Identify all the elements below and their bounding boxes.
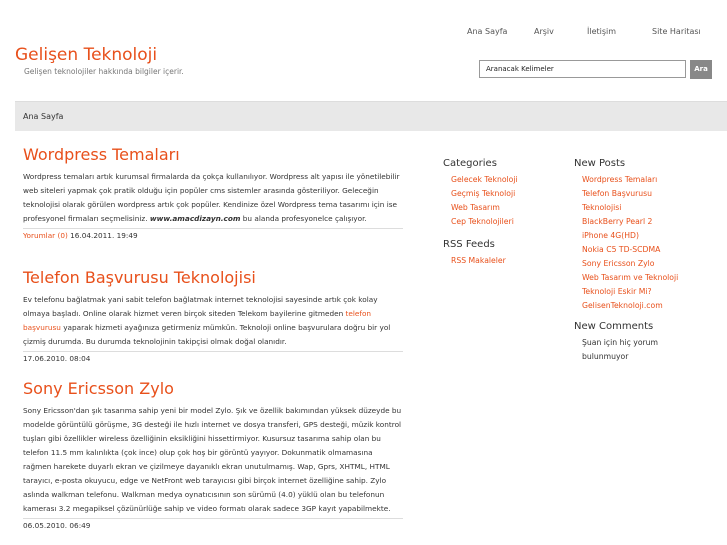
post <box>23 379 403 530</box>
breadcrumb[interactable]: Ana Sayfa <box>23 112 64 121</box>
site-description: Gelişen teknolojiler hakkında bilgiler içerir. <box>24 67 184 76</box>
new-post-item[interactable]: GelisenTeknoloji.com <box>582 301 663 310</box>
post-date: 16.04.2011. 19:49 <box>67 231 138 240</box>
telefon-basvurusu-link[interactable]: telefon başvurusu <box>23 309 372 332</box>
post <box>23 145 403 240</box>
rss-item[interactable]: RSS Makaleler <box>451 256 506 265</box>
new-posts-list <box>582 173 714 313</box>
site-title[interactable]: Gelişen Teknoloji <box>15 45 158 65</box>
post-bold-link: www.amacdizayn.com <box>149 214 241 223</box>
breadcrumb-bar <box>15 101 727 131</box>
nav-archive[interactable]: Arşiv <box>534 27 554 36</box>
post-body: Sony Ericsson'dan şık tasarıma sahip yeni bir model Zylo. Şık ve özellik bakımından yüksek düzeyde bu modelde görüntülü görüşme, 3G desteği ile hızlı internet ve dosya transferi, GPS desteği, müzik kontrol tuşları gibi özellikler wireless özelliğinin eksikliğini hissettirmiyor. Kusursuz tasarıma sahip olan bu telefon 11.5 mm kalınlıkta (çok ince) olup çok hoş bir görüntü yayıyor. Dokunmatik olmamasına rağmen harekete duyarlı ekran ve çizilmeye dayanıklı ekran unutulmamış. Wap, Gprs, XHTML, HTML tarayıcı, e-posta okuyucu, edge ve NetFront web tarayıcısı gibi birçok internet özelliğine sahip. Zylo aslında walkman telefonu. Walkman medya oynatıcısının son sürümü (4.0) yüklü olan bu telefonun kamerası 3.2 megapiksel çözünürlüğe sahip ve video formatı olarak sadece 3GP kayıt yapabilmekte. <box>23 406 402 513</box>
new-post-item[interactable]: Teknoloji Eskir Mi? <box>582 287 652 296</box>
category-item[interactable]: Gelecek Teknoloji <box>451 175 518 184</box>
post-title[interactable]: Telefon Başvurusu Teknolojisi <box>23 268 256 287</box>
new-post-item[interactable]: BlackBerry Pearl 2 <box>582 217 653 226</box>
new-post-item[interactable]: Wordpress Temaları <box>582 175 658 184</box>
post <box>23 268 403 363</box>
nav-home[interactable]: Ana Sayfa <box>467 27 508 36</box>
new-post-item[interactable]: Telefon Başvurusu <box>582 189 653 198</box>
rss-list <box>451 254 563 268</box>
new-post-item[interactable]: iPhone 4G(HD) <box>582 231 639 240</box>
post-title[interactable]: Sony Ericsson Zylo <box>23 379 174 398</box>
nav-contact[interactable]: İletişim <box>587 27 617 36</box>
new-post-item[interactable]: Teknolojisi <box>582 203 622 212</box>
categories-list <box>451 173 563 229</box>
post-date: 06.05.2010. 06:49 <box>23 518 403 530</box>
no-comments-text: Şuan için hiç yorum bulunmuyor <box>582 338 659 361</box>
category-item[interactable]: Web Tasarım <box>451 203 500 212</box>
category-item[interactable]: Cep Teknolojileri <box>451 217 514 226</box>
comments-link[interactable]: Yorumlar (0) <box>23 231 68 240</box>
category-item[interactable]: Geçmiş Teknoloji <box>451 189 516 198</box>
new-post-item[interactable]: Sony Ericsson Zylo <box>582 259 655 268</box>
post-title[interactable]: Wordpress Temaları <box>23 145 180 164</box>
post-meta <box>23 228 403 240</box>
nav-sitemap[interactable]: Site Haritası <box>652 27 701 36</box>
post-body: Wordpress temaları artık kurumsal firmalarda da çokça kullanılıyor. Wordpress alt yapısı ile yönetilebilir web siteleri yapmak çok pratik olduğu için popüler cms sistemler arasında gösteriliyor. Geleceğin teknolojisi olarak görülen wordpress artık çok popüler. Kendinize özel Wordpress tema tasarımı için ise profesyonel firmaları seçmelisiniz. www.amacdizayn.com bu alanda profesyonelce çalışıyor. <box>23 172 400 223</box>
sidebar-new-posts <box>574 158 714 364</box>
post-body: Ev telefonu bağlatmak yani sabit telefon bağlatmak internet teknolojisi sayesinde artık çok kolay olmaya başladı. Online olarak hizmet veren birçok siteden Telekom bayilerine gitmeden telefon başvurusu yaparak hizmeti ayağınıza getirmeniz mümkün. Teknoloji online başvurulara doğru bir yol çizmiş durumda. Bu durumda teknolojinin takipçisi olmak doğal olanıdır. <box>23 295 391 346</box>
sidebar-categories <box>443 158 563 268</box>
rss-heading: RSS Feeds <box>443 239 495 250</box>
categories-heading: Categories <box>443 158 497 169</box>
search-input[interactable]: Aranacak Kelimeler <box>479 60 686 78</box>
new-posts-heading: New Posts <box>574 158 626 169</box>
search-button[interactable]: Ara <box>690 60 712 79</box>
new-post-item[interactable]: Web Tasarım ve Teknoloji <box>582 273 679 282</box>
new-comments-heading: New Comments <box>574 321 654 332</box>
new-post-item[interactable]: Nokia C5 TD-SCDMA <box>582 245 661 254</box>
post-date: 17.06.2010. 08:04 <box>23 351 403 363</box>
